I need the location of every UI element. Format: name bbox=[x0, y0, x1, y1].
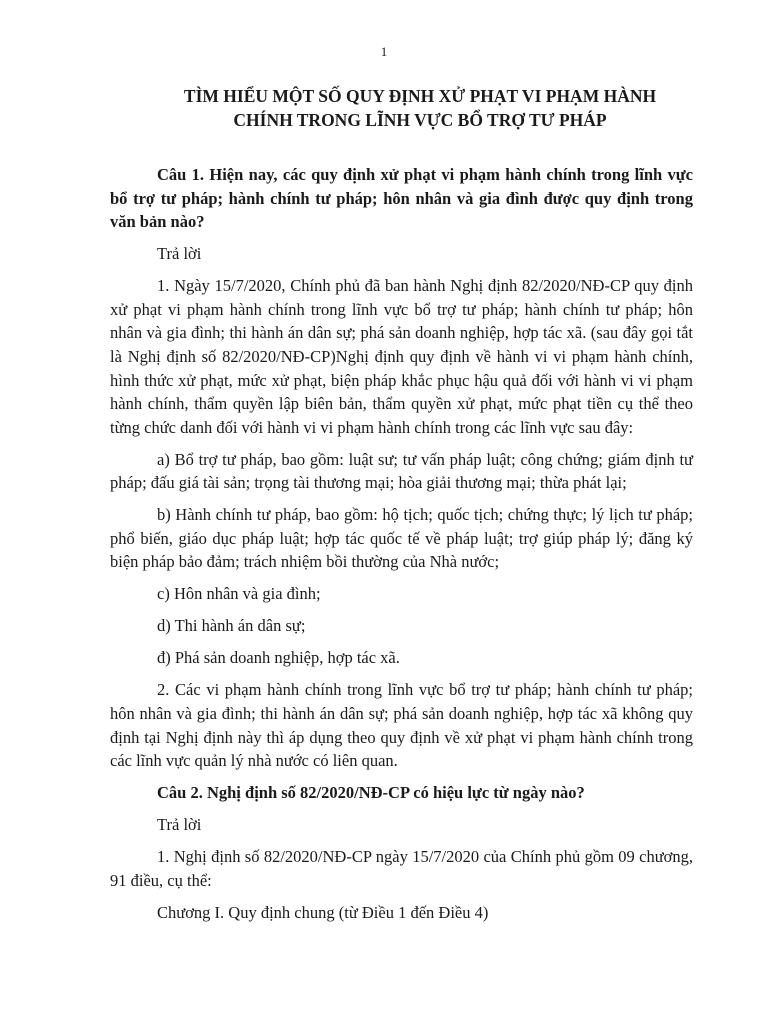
document-title bbox=[110, 84, 730, 132]
list-item-b: b) Hành chính tư pháp, bao gồm: hộ tịch; quốc tịch; chứng thực; lý lịch tư pháp; phổ biến, giáo dục pháp luật; hợp tác quốc tế về pháp luật; trợ giúp pháp lý; đăng ký biện pháp bảo đảm; trách nhiệm bồi thường của Nhà nước; bbox=[110, 505, 693, 572]
list-item-d: d) Thi hành án dân sự; bbox=[157, 616, 306, 636]
answer-1-paragraph-2: 2. Các vi phạm hành chính trong lĩnh vực bổ trợ tư pháp; hành chính tư pháp; hôn nhân và gia đình; thi hành án dân sự; phá sản doanh nghiệp, hợp tác xã không quy định tại Nghị định này thì áp dụng theo quy định về xử phạt vi phạm hành chính trong các lĩnh vực quản lý nhà nước có liên quan. bbox=[110, 680, 693, 771]
title-line-1: TÌM HIỂU MỘT SỐ QUY ĐỊNH XỬ PHẠT VI PHẠM HÀNH bbox=[183, 86, 657, 106]
list-item-c: c) Hôn nhân và gia đình; bbox=[157, 584, 321, 604]
page-number: 1 bbox=[380, 44, 388, 59]
answer-label-2: Trả lời bbox=[157, 815, 202, 835]
answer-2-paragraph-1: 1. Nghị định số 82/2020/NĐ-CP ngày 15/7/2020 của Chính phủ gồm 09 chương, 91 điều, cụ thể: bbox=[110, 847, 693, 890]
answer-1-paragraph-1: 1. Ngày 15/7/2020, Chính phủ đã ban hành Nghị định 82/2020/NĐ-CP quy định xử phạt vi phạm hành chính trong lĩnh vực bổ trợ tư pháp; hành chính tư pháp; hôn nhân và gia đình; thi hành án dân sự; phá sản doanh nghiệp, hợp tác xã. (sau đây gọi tắt là Nghị định số 82/2020/NĐ-CP)Nghị định quy định về hành vi vi phạm hành chính, hình thức xử phạt, mức xử phạt, biện pháp khắc phục hậu quả đối với hành vi vi phạm hành chính, thẩm quyền lập biên bản, thẩm quyền xử phạt, mức phạt tiền cụ thể theo từng chức danh đối với hành vi vi phạm hành chính trong các lĩnh vực sau đây: bbox=[110, 276, 693, 437]
list-item-a: a) Bổ trợ tư pháp, bao gồm: luật sư; tư vấn pháp luật; công chứng; giám định tư pháp; đấu giá tài sản; trọng tài thương mại; hòa giải thương mại; thừa phát lại; bbox=[110, 449, 693, 493]
answer-label-1: Trả lời bbox=[157, 244, 202, 264]
document-body bbox=[110, 163, 693, 933]
title-line-2: CHÍNH TRONG LĨNH VỰC BỔ TRỢ TƯ PHÁP bbox=[233, 110, 607, 130]
list-item-dd: đ) Phá sản doanh nghiệp, hợp tác xã. bbox=[157, 648, 400, 668]
question-1: Câu 1. Hiện nay, các quy định xử phạt vi phạm hành chính trong lĩnh vực bổ trợ tư pháp; hành chính tư pháp; hôn nhân và gia đình được quy định trong văn bản nào? bbox=[110, 165, 693, 232]
chapter-1-line: Chương I. Quy định chung (từ Điều 1 đến Điều 4) bbox=[157, 902, 489, 922]
question-2: Câu 2. Nghị định số 82/2020/NĐ-CP có hiệu lực từ ngày nào? bbox=[157, 783, 585, 803]
